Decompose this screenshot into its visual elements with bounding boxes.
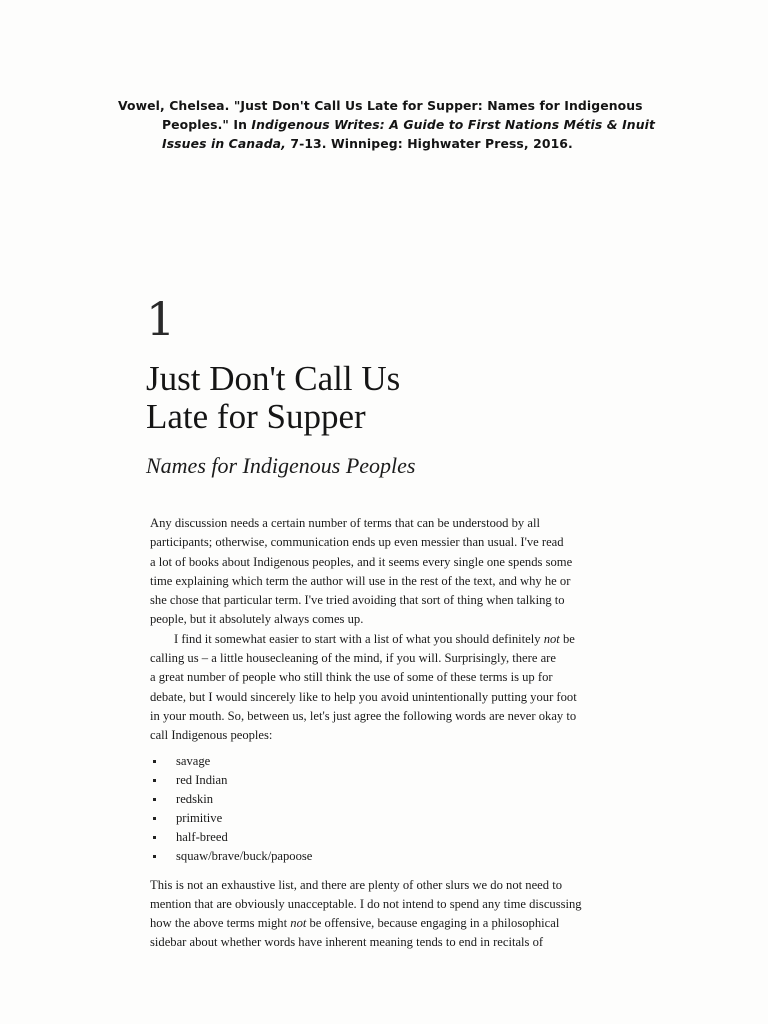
paragraph-line: sidebar about whether words have inherent meaning tends to end in recitals of [150,935,544,950]
paragraph-line [150,914,620,933]
citation-line-3 [118,134,638,153]
paragraph-line-text: how the above terms might [150,916,291,931]
paragraph-line: a great number of people who still think the use of some of these terms is up for [150,670,553,685]
paragraph-line [150,630,620,649]
body-text [150,514,620,953]
paragraph-line-text: be [559,631,575,646]
paragraph-3 [150,876,620,953]
list-item: redskin [150,790,620,809]
paragraph-line: mention that are obviously unacceptable. I do not intend to spend any time discussing [150,896,582,911]
citation-line-2-text: Peoples." In [162,117,252,132]
emphasis-not: not [543,631,560,646]
paragraph-line-text: I find it somewhat easier to start with a list of what you should definitely [174,631,544,646]
paragraph-line: time explaining which term the author will use in the rest of the text, and why he or [150,573,571,588]
citation-publisher: 7-13. Winnipeg: Highwater Press, 2016. [285,136,573,151]
citation-line-2 [118,115,656,134]
list-item: red Indian [150,771,620,790]
chapter-number: 1 [146,292,176,346]
paragraph-line: a lot of books about Indigenous peoples, and it seems every single one spends some [150,554,573,569]
citation-block [118,96,656,153]
citation-book-title: Indigenous Writes: A Guide to First Nations Métis & Inuit [251,117,656,132]
paragraph-1 [150,514,620,630]
list-item: squaw/brave/buck/papoose [150,847,620,866]
chapter-title-line-2: Late for Supper [146,397,366,436]
paragraph-line: she chose that particular term. I've tried avoiding that sort of thing when talking to [150,593,565,608]
list-item: savage [150,752,620,771]
citation-book-title-cont: Issues in Canada, [162,136,286,151]
paragraph-line: participants; otherwise, communication ends up even messier than usual. I've read [150,535,564,550]
paragraph-line: in your mouth. So, between us, let's just agree the following words are never okay to [150,708,577,723]
paragraph-line: people, but it absolutely always comes up. [150,612,364,627]
paragraph-line: call Indigenous peoples: [150,728,273,743]
list-item: primitive [150,809,620,828]
chapter-title-line-1: Just Don't Call Us [146,359,401,398]
list-item: half-breed [150,828,620,847]
paragraph-line-text: be offensive, because engaging in a philosophical [306,916,560,931]
paragraph-line: Any discussion needs a certain number of terms that can be understood by all [150,516,540,530]
emphasis-not: not [290,916,307,931]
slur-list [150,752,620,866]
paragraph-line: This is not an exhaustive list, and there are plenty of other slurs we do not need to [150,877,562,892]
chapter-title [146,360,400,436]
paragraph-line: calling us – a little housecleaning of the mind, if you will. Surprisingly, there are [150,651,556,666]
paragraph-2 [150,630,620,746]
paragraph-line: debate, but I would sincerely like to help you avoid unintentionally putting your foot [150,689,577,704]
citation-line-1: Vowel, Chelsea. "Just Don't Call Us Late for Supper: Names for Indigenous [118,98,643,113]
chapter-subtitle: Names for Indigenous Peoples [146,453,416,478]
